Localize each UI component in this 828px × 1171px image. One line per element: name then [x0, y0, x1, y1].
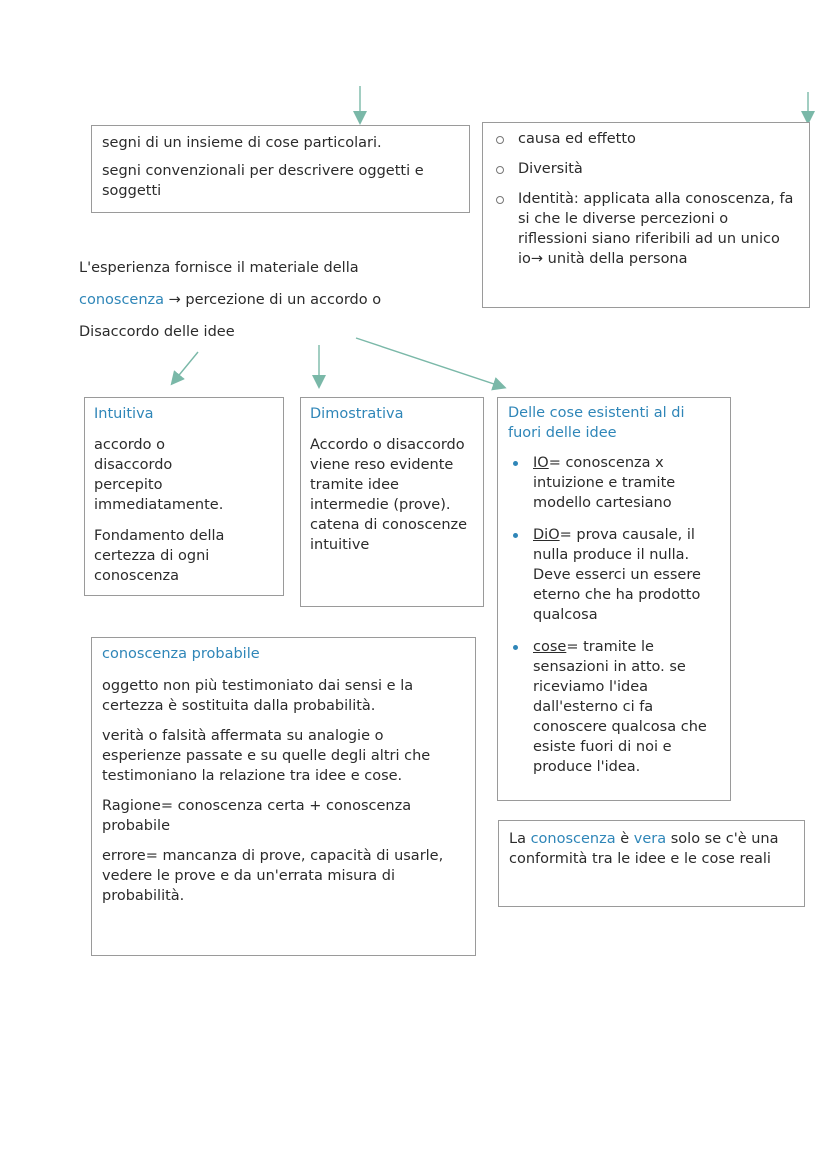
- relazione-item-2: Diversità: [518, 159, 799, 179]
- verita-highlight-vera: vera: [633, 831, 667, 847]
- segni-line-2: segni convenzionali per descrivere oggetti e soggetti: [102, 163, 424, 199]
- dimostrativa-title: Dimostrativa: [310, 406, 404, 422]
- verita-pre: La: [509, 831, 526, 847]
- probabile-p4: errore= mancanza di prove, capacità di usarle, vedere le prove e da un'errata misura di probabilità.: [102, 848, 444, 904]
- box-relazioni: [482, 122, 810, 308]
- arrow-to-intuitiva: [175, 352, 198, 380]
- esperienza-line-2: [79, 290, 479, 310]
- verita-mid: è: [620, 831, 630, 847]
- box-esistenti: [497, 397, 731, 801]
- box-verita: [498, 820, 805, 907]
- intuitiva-p1: accordo o disaccordo percepito immediatamente.: [94, 437, 224, 513]
- segni-line-1: segni di un insieme di cose particolari.: [102, 135, 382, 151]
- probabile-p1: oggetto non più testimoniato dai sensi e la certezza è sostituita dalla probabilità.: [102, 678, 414, 714]
- probabile-p3: Ragione= conoscenza certa + conoscenza probabile: [102, 798, 412, 834]
- esistenti-item-cose: [533, 637, 713, 777]
- verita-post: solo se c'è una conformità tra le idee e le cose reali: [509, 831, 779, 867]
- esistenti-item-io: [533, 453, 713, 513]
- esistenti-item-cose-label: cose: [533, 639, 567, 655]
- relazione-item-3: Identità: applicata alla conoscenza, fa si che le diverse percezioni o riflessioni siano riferibili ad un unico io→ unità della persona: [518, 189, 799, 269]
- esistenti-title: Delle cose esistenti al di fuori delle idee: [508, 405, 685, 441]
- box-probabile: [91, 637, 476, 956]
- esperienza-line-3: Disaccordo delle idee: [79, 324, 235, 340]
- esistenti-item-io-label: IO: [533, 455, 549, 471]
- esistenti-item-dio-text: = prova causale, il nulla produce il nulla. Deve esserci un essere eterno che ha prodotto qualcosa: [533, 527, 701, 623]
- esperienza-line-1: L'esperienza fornisce il materiale della: [79, 260, 359, 276]
- verita-highlight-conoscenza: conoscenza: [530, 831, 616, 847]
- probabile-title: conoscenza probabile: [102, 646, 260, 662]
- box-segni: [91, 125, 470, 213]
- intuitiva-title: Intuitiva: [94, 406, 154, 422]
- esistenti-item-dio-label: DiO: [533, 527, 560, 543]
- esperienza-paragraph: [79, 258, 479, 342]
- esistenti-item-io-text: = conoscenza x intuizione e tramite modello cartesiano: [533, 455, 676, 511]
- box-intuitiva: [84, 397, 284, 596]
- verita-text: [509, 829, 794, 869]
- box-dimostrativa: [300, 397, 484, 607]
- relazione-item-1: causa ed effetto: [518, 129, 799, 149]
- esperienza-post: → percezione di un accordo o: [168, 292, 382, 308]
- dimostrativa-p1: Accordo o disaccordo viene reso evidente tramite idee intermedie (prove). catena di conoscenze intuitive: [310, 437, 468, 553]
- arrow-to-esistenti: [356, 338, 500, 386]
- esistenti-item-dio: [533, 525, 713, 625]
- probabile-p2: verità o falsità affermata su analogie o esperienze passate e su quelle degli altri che testimoniano la relazione tra idee e cose.: [102, 728, 431, 784]
- esistenti-item-cose-text: = tramite le sensazioni in atto. se riceviamo l'idea dall'esterno ci fa conoscere qualcosa che esiste fuori di noi e produce l'idea.: [533, 639, 707, 775]
- esperienza-highlight: conoscenza: [79, 292, 165, 308]
- intuitiva-p2: Fondamento della certezza di ogni conoscenza: [94, 528, 225, 584]
